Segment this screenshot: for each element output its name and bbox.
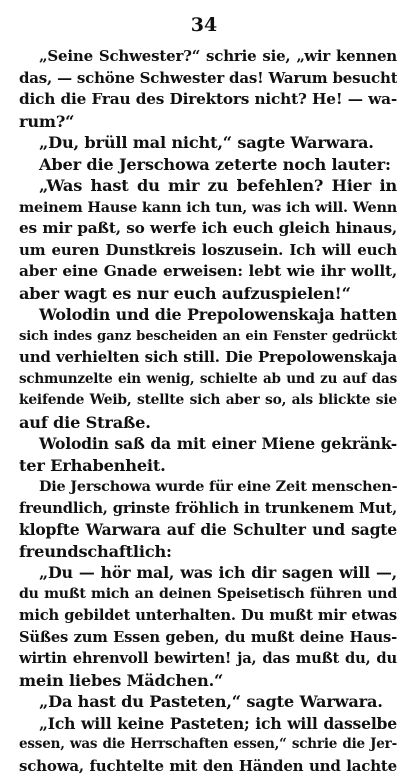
text-line: du mußt mich an deinen Speisetisch führen und	[19, 584, 397, 606]
text-line: freundschaftlich:	[19, 541, 397, 563]
text-line: keifende Weib, stellte sich aber so, als blickte sie	[19, 390, 397, 412]
text-line: „Seine Schwester?“ schrie sie, „wir kennen	[19, 46, 397, 68]
text-line: freundlich, grinste fröhlich in trunkenem Mut,	[19, 498, 397, 520]
text-line: Die Jerschowa wurde für eine Zeit menschen-	[19, 476, 397, 498]
text-line: wirtin ehrenvoll bewirten! ja, das mußt du, du	[19, 648, 397, 670]
text-line: „Du, brüll mal nicht,“ sagte Warwara.	[19, 132, 397, 154]
text-line: sich indes ganz bescheiden an ein Fenster gedrückt	[19, 326, 397, 348]
text-line: schowa, fuchtelte mit den Händen und lachte	[19, 756, 397, 777]
text-line: es mir paßt, so werfe ich euch gleich hinaus,	[19, 218, 397, 240]
text-line: Süßes zum Essen geben, du mußt deine Haus-	[19, 627, 397, 649]
text-line: „Ich will keine Pasteten; ich will dasselbe	[19, 713, 397, 735]
text-line: Wolodin und die Prepolowenskaja hatten	[19, 304, 397, 326]
text-line: schmunzelte ein wenig, schielte ab und zu auf das	[19, 369, 397, 391]
text-line: klopfte Warwara auf die Schulter und sagte	[19, 519, 397, 541]
text-line: „Da hast du Pasteten,“ sagte Warwara.	[19, 691, 397, 713]
text-line: das, — schöne Schwester das! Warum besucht	[19, 68, 397, 90]
text-line: Wolodin saß da mit einer Miene gekränk-	[19, 433, 397, 455]
text-line: meinem Hause kann ich tun, was ich will. Wenn	[19, 197, 397, 219]
text-line: essen, was die Herrschaften essen,“ schrie die Jer-	[19, 734, 397, 756]
text-line: aber eine Gnade erweisen: lebt wie ihr wollt,	[19, 261, 397, 283]
text-line: auf die Straße.	[19, 412, 397, 434]
text-line: mich gebildet unterhalten. Du mußt mir etwas	[19, 605, 397, 627]
text-line: Aber die Jerschowa zeterte noch lauter:	[19, 154, 397, 176]
body-text	[19, 46, 397, 777]
text-line: um euren Dunstkreis loszusein. Ich will euch	[19, 240, 397, 262]
page-number: 34	[0, 14, 408, 36]
text-line: mein liebes Mädchen.“	[19, 670, 397, 692]
text-line: ter Erhabenheit.	[19, 455, 397, 477]
text-line: „Du — hör mal, was ich dir sagen will —,	[19, 562, 397, 584]
text-line: und verhielten sich still. Die Prepolowenskaja	[19, 347, 397, 369]
text-line: dich die Frau des Direktors nicht? He! — wa-	[19, 89, 397, 111]
text-line: rum?“	[19, 111, 397, 133]
text-line: „Was hast du mir zu befehlen? Hier in	[19, 175, 397, 197]
text-line: aber wagt es nur euch aufzuspielen!“	[19, 283, 397, 305]
